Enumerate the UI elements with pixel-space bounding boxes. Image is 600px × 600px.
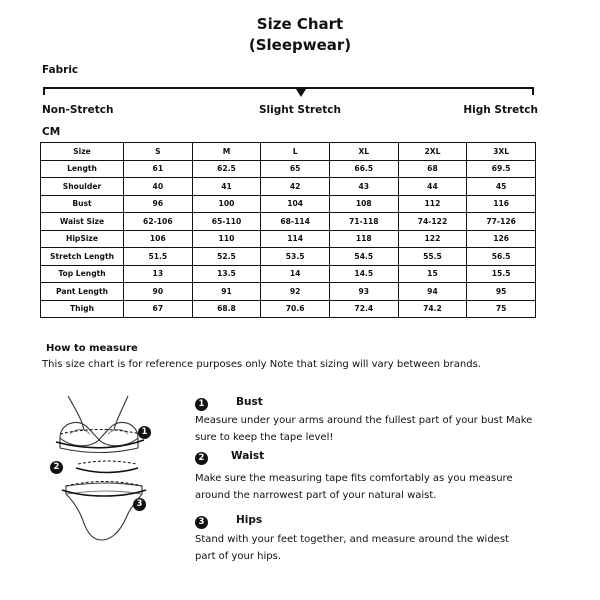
- stretch-scale-line: [43, 87, 534, 89]
- item-title-waist: Waist: [231, 450, 265, 462]
- table-row: [41, 178, 536, 196]
- table-row: [41, 283, 536, 301]
- table-cell: 40: [124, 178, 193, 196]
- table-cell: 104: [261, 195, 330, 213]
- table-cell: 126: [467, 230, 536, 248]
- header-cell: L: [261, 143, 330, 161]
- table-row: [41, 213, 536, 231]
- row-label-cell: Length: [41, 160, 124, 178]
- table-cell: 74.2: [398, 300, 467, 318]
- scale-tick-left: [43, 87, 45, 95]
- item-text-line: Stand with your feet together, and measure around the widest: [195, 534, 509, 545]
- table-cell: 69.5: [467, 160, 536, 178]
- table-cell: 112: [398, 195, 467, 213]
- item-text-line: sure to keep the tape level!: [195, 432, 334, 443]
- table-cell: 118: [329, 230, 398, 248]
- header-cell: Size: [41, 143, 124, 161]
- stretch-level-none: Non-Stretch: [42, 104, 114, 116]
- table-cell: 90: [124, 283, 193, 301]
- table-cell: 110: [192, 230, 261, 248]
- header-cell: M: [192, 143, 261, 161]
- how-to-measure-title: How to measure: [46, 343, 138, 354]
- header-cell: 2XL: [398, 143, 467, 161]
- table-cell: 93: [329, 283, 398, 301]
- table-cell: 91: [192, 283, 261, 301]
- figure-marker-1: 1: [138, 426, 151, 439]
- table-cell: 108: [329, 195, 398, 213]
- header-cell: S: [124, 143, 193, 161]
- row-label-cell: HipSize: [41, 230, 124, 248]
- scale-indicator-arrow-icon: [296, 89, 306, 97]
- table-header-row: [41, 143, 536, 161]
- item-number-2: 2: [195, 452, 208, 465]
- table-cell: 96: [124, 195, 193, 213]
- table-row: [41, 195, 536, 213]
- table-cell: 94: [398, 283, 467, 301]
- table-row: [41, 160, 536, 178]
- table-cell: 68.8: [192, 300, 261, 318]
- table-cell: 45: [467, 178, 536, 196]
- table-cell: 77-126: [467, 213, 536, 231]
- table-cell: 13.5: [192, 265, 261, 283]
- item-number-1: 1: [195, 398, 208, 411]
- table-cell: 70.6: [261, 300, 330, 318]
- header-cell: 3XL: [467, 143, 536, 161]
- row-label-cell: Pant Length: [41, 283, 124, 301]
- table-cell: 68-114: [261, 213, 330, 231]
- table-cell: 42: [261, 178, 330, 196]
- title-line-2: (Sleepwear): [248, 36, 352, 54]
- table-cell: 41: [192, 178, 261, 196]
- title-line-1: Size Chart: [256, 15, 344, 33]
- table-cell: 75: [467, 300, 536, 318]
- briefs-figure-icon: [66, 483, 142, 540]
- table-cell: 13: [124, 265, 193, 283]
- table-cell: 55.5: [398, 248, 467, 266]
- table-cell: 56.5: [467, 248, 536, 266]
- item-text-waist: [195, 470, 540, 504]
- item-text-line: part of your hips.: [195, 551, 282, 562]
- table-row: [41, 300, 536, 318]
- table-cell: 68: [398, 160, 467, 178]
- table-cell: 122: [398, 230, 467, 248]
- item-title-bust: Bust: [236, 396, 263, 408]
- table-row: [41, 230, 536, 248]
- figure-marker-2: 2: [50, 461, 63, 474]
- table-cell: 14.5: [329, 265, 398, 283]
- table-cell: 53.5: [261, 248, 330, 266]
- scale-tick-right: [532, 87, 534, 95]
- figure-marker-3: 3: [133, 498, 146, 511]
- table-row: [41, 265, 536, 283]
- table-cell: 51.5: [124, 248, 193, 266]
- item-text-line: around the narrowest part of your natural waist.: [195, 490, 437, 501]
- table-cell: 116: [467, 195, 536, 213]
- row-label-cell: Waist Size: [41, 213, 124, 231]
- item-text-bust: [195, 412, 540, 446]
- table-cell: 72.4: [329, 300, 398, 318]
- stretch-level-slight: Slight Stretch: [258, 104, 342, 116]
- table-cell: 66.5: [329, 160, 398, 178]
- table-cell: 106: [124, 230, 193, 248]
- bra-figure-icon: [46, 390, 166, 550]
- table-cell: 62.5: [192, 160, 261, 178]
- table-cell: 100: [192, 195, 261, 213]
- table-cell: 95: [467, 283, 536, 301]
- page-title: [0, 14, 600, 56]
- table-cell: 62-106: [124, 213, 193, 231]
- item-number-3: 3: [195, 516, 208, 529]
- table-cell: 71-118: [329, 213, 398, 231]
- fabric-label: Fabric: [42, 64, 79, 76]
- table-cell: 114: [261, 230, 330, 248]
- table-cell: 54.5: [329, 248, 398, 266]
- table-cell: 65-110: [192, 213, 261, 231]
- stretch-level-high: High Stretch: [463, 104, 538, 116]
- row-label-cell: Top Length: [41, 265, 124, 283]
- table-cell: 43: [329, 178, 398, 196]
- item-text-line: Measure under your arms around the fullest part of your bust Make: [195, 415, 533, 426]
- row-label-cell: Bust: [41, 195, 124, 213]
- item-text-hips: [195, 531, 540, 565]
- item-title-hips: Hips: [236, 514, 263, 526]
- table-cell: 52.5: [192, 248, 261, 266]
- table-cell: 74-122: [398, 213, 467, 231]
- table-cell: 61: [124, 160, 193, 178]
- unit-label: CM: [42, 126, 61, 138]
- header-cell: XL: [329, 143, 398, 161]
- row-label-cell: Thigh: [41, 300, 124, 318]
- measurement-figure: [46, 390, 166, 550]
- size-table: [40, 142, 536, 318]
- table-cell: 65: [261, 160, 330, 178]
- row-label-cell: Shoulder: [41, 178, 124, 196]
- table-cell: 15.5: [467, 265, 536, 283]
- table-cell: 44: [398, 178, 467, 196]
- table-cell: 92: [261, 283, 330, 301]
- table-row: [41, 248, 536, 266]
- table-cell: 15: [398, 265, 467, 283]
- row-label-cell: Stretch Length: [41, 248, 124, 266]
- item-text-line: Make sure the measuring tape fits comfortably as you measure: [195, 473, 513, 484]
- table-cell: 14: [261, 265, 330, 283]
- reference-note: This size chart is for reference purposes only Note that sizing will vary between brands.: [42, 359, 481, 370]
- table-cell: 67: [124, 300, 193, 318]
